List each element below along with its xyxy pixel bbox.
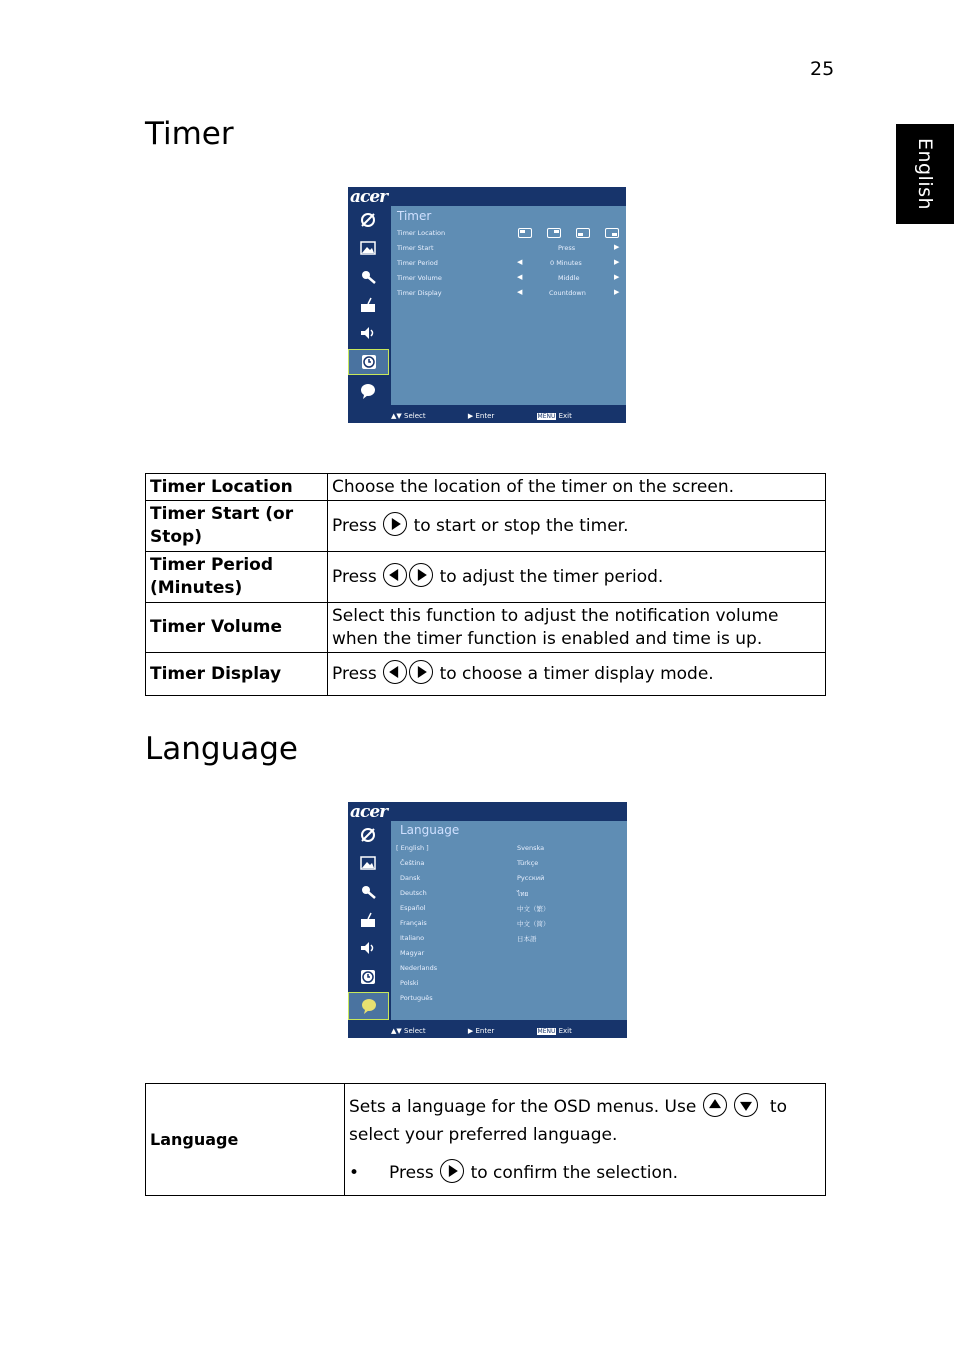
table-key: Language <box>146 1084 345 1196</box>
table-desc: Select this function to adjust the notification volume when the timer function is enabled and time is up. <box>328 603 826 653</box>
language-option: 中文（简） <box>517 920 550 928</box>
desc-line <box>349 1093 821 1121</box>
right-button-icon <box>409 563 433 587</box>
language-option: [ English ] <box>396 844 429 852</box>
press-text: Press <box>332 567 377 587</box>
language-osd-screenshot <box>348 802 627 1038</box>
down-button-icon <box>734 1093 758 1117</box>
table-key: Timer Location <box>146 474 328 501</box>
left-arrow-icon: ◀ <box>517 273 523 281</box>
up-down-arrow-icon: ▲▼ <box>391 1027 402 1035</box>
language-option: Español <box>400 904 426 912</box>
osd-item: Timer Location <box>397 229 446 237</box>
footer-enter: Enter <box>475 1027 495 1035</box>
left-arrow-icon: ◀ <box>517 288 523 296</box>
desc-text: to choose a timer display mode. <box>439 664 714 684</box>
table-desc <box>345 1084 826 1196</box>
management-icon <box>354 293 382 317</box>
side-tab-label: English <box>914 137 936 211</box>
settings-icon <box>354 879 382 903</box>
page-number: 25 <box>810 58 835 80</box>
timer-table <box>145 473 826 696</box>
press-text: Press <box>389 1162 434 1183</box>
press-text: Press <box>332 664 377 684</box>
language-option: Čeština <box>400 859 425 867</box>
image-icon <box>354 851 382 875</box>
location-top-left-icon <box>518 228 532 238</box>
language-option: Português <box>400 994 433 1002</box>
side-tab-english <box>896 124 954 224</box>
table-key: Timer Volume <box>146 603 328 653</box>
bullet-line <box>349 1159 821 1187</box>
footer-exit: Exit <box>558 1027 572 1035</box>
up-down-arrow-icon: ▲▼ <box>391 412 402 420</box>
language-option: Français <box>400 919 427 927</box>
language-option: Русский <box>517 874 545 882</box>
table-key: Timer Period (Minutes) <box>146 552 328 603</box>
audio-icon <box>354 321 382 345</box>
osd-value: Press <box>558 244 576 252</box>
osd-item: Timer Start <box>397 244 434 252</box>
language-icon <box>348 992 389 1020</box>
desc-text: to <box>769 1096 787 1117</box>
table-row <box>146 603 826 653</box>
osd-item: Timer Period <box>397 259 438 267</box>
osd-item: Timer Volume <box>397 274 442 282</box>
timer-heading: Timer <box>145 116 234 152</box>
language-option: Dansk <box>400 874 421 882</box>
language-option: 中文（繁） <box>517 905 550 913</box>
language-table <box>145 1083 826 1196</box>
right-arrow-icon: ▶ <box>614 243 620 251</box>
location-bottom-left-icon <box>576 228 590 238</box>
timer-icon <box>354 965 382 989</box>
audio-icon <box>354 936 382 960</box>
enter-arrow-icon: ▶ <box>467 1027 474 1035</box>
bullet-icon: • <box>349 1162 360 1183</box>
color-icon <box>354 208 382 232</box>
language-option: Polski <box>400 979 419 987</box>
right-arrow-icon: ▶ <box>614 258 620 266</box>
footer-enter: Enter <box>475 412 495 420</box>
right-arrow-icon: ▶ <box>614 273 620 281</box>
right-arrow-icon: ▶ <box>614 288 620 296</box>
desc-text: to adjust the timer period. <box>439 567 664 587</box>
up-button-icon <box>703 1093 727 1117</box>
desc-text: Sets a language for the OSD menus. Use <box>349 1096 697 1117</box>
acer-logo: acer <box>350 802 388 822</box>
table-desc <box>328 552 826 603</box>
management-icon <box>354 908 382 932</box>
language-option: Deutsch <box>400 889 427 897</box>
language-heading: Language <box>145 731 298 767</box>
osd-footer <box>391 412 572 420</box>
acer-logo: acer <box>350 187 388 207</box>
left-button-icon <box>383 563 407 587</box>
settings-icon <box>354 264 382 288</box>
osd-value: Countdown <box>549 289 586 297</box>
language-option: Nederlands <box>400 964 438 972</box>
language-option: Italiano <box>400 934 425 942</box>
timer-osd-screenshot <box>348 187 626 423</box>
table-key: Timer Start (or Stop) <box>146 501 328 552</box>
table-row <box>146 501 826 552</box>
desc-line: select your preferred language. <box>349 1124 618 1145</box>
osd-value: Middle <box>558 274 580 282</box>
left-arrow-icon: ◀ <box>517 258 523 266</box>
osd-footer <box>391 1027 572 1035</box>
language-option: 日本語 <box>517 935 537 943</box>
enter-arrow-icon: ▶ <box>467 412 474 420</box>
table-row <box>146 474 826 501</box>
left-button-icon <box>383 660 407 684</box>
right-button-icon <box>409 660 433 684</box>
language-option: Svenska <box>517 844 545 852</box>
footer-select: Select <box>404 412 426 420</box>
table-desc <box>328 653 826 696</box>
menu-key-icon: MENU <box>537 1028 556 1035</box>
osd-title: Timer <box>397 209 432 223</box>
table-row <box>146 552 826 603</box>
press-text: Press <box>332 516 377 536</box>
osd-item: Timer Display <box>397 289 442 297</box>
language-option: Magyar <box>400 949 425 957</box>
location-top-right-icon <box>547 228 561 238</box>
table-desc <box>328 501 826 552</box>
image-icon <box>354 236 382 260</box>
language-icon <box>354 379 382 403</box>
footer-select: Select <box>404 1027 426 1035</box>
menu-key-icon: MENU <box>537 413 556 420</box>
desc-text: to start or stop the timer. <box>413 516 629 536</box>
table-row <box>146 653 826 696</box>
language-option: Türkçe <box>517 859 539 867</box>
right-button-icon <box>383 512 407 536</box>
right-button-icon <box>440 1159 464 1183</box>
location-bottom-right-icon <box>605 228 619 238</box>
osd-value: 0 Minutes <box>550 259 582 267</box>
timer-icon <box>348 349 389 375</box>
desc-text: to confirm the selection. <box>470 1162 679 1183</box>
osd-title: Language <box>400 823 460 837</box>
table-key: Timer Display <box>146 653 328 696</box>
table-desc: Choose the location of the timer on the screen. <box>328 474 826 501</box>
language-option: ไทย <box>517 890 529 898</box>
footer-exit: Exit <box>558 412 572 420</box>
table-row <box>146 1084 826 1196</box>
color-icon <box>354 823 382 847</box>
